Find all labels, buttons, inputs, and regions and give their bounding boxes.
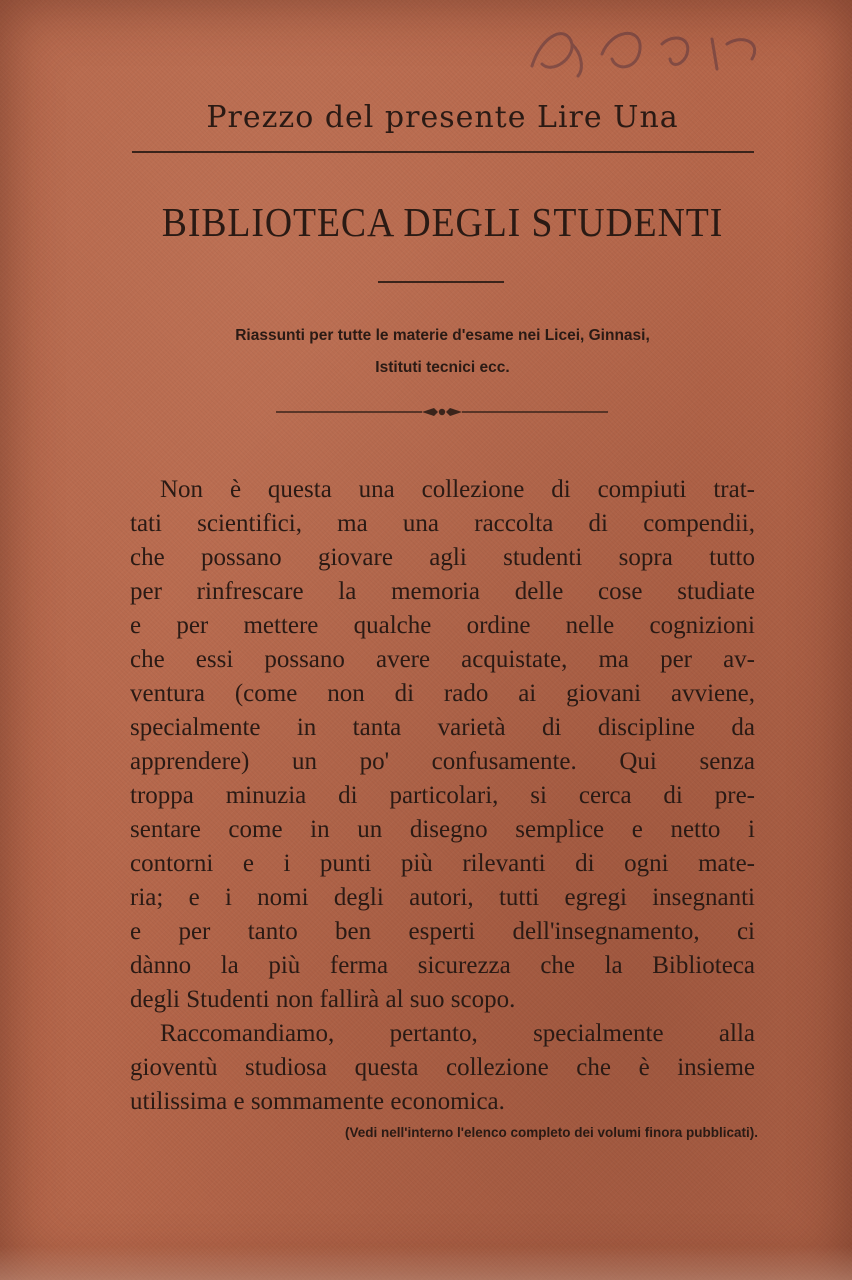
catalog-note: (Vedi nell'interno l'elenco completo dei volumi finora pubblicati).: [345, 1125, 758, 1140]
price-line: Prezzo del presente Lire Una: [206, 100, 679, 135]
subtitle-line: Riassunti per tutte le materie d'esame nei Licei, Ginnasi,: [235, 327, 650, 344]
series-title: BIBLIOTECA DEGLI STUDENTI: [161, 199, 724, 245]
body-line: contorni e i punti più rilevanti di ogni mate-: [130, 850, 755, 877]
body-line: ria; e i nomi degli autori, tutti egregi insegnanti: [130, 884, 755, 911]
body-line: specialmente in tanta varietà di discipline da: [130, 714, 755, 741]
series-description: [130, 473, 755, 1119]
body-line: troppa minuzia di particolari, si cerca di pre-: [130, 782, 755, 809]
body-line: dànno la più ferma sicurezza che la Biblioteca: [130, 952, 755, 979]
body-line: e per tanto ben esperti dell'insegnamento, ci: [130, 918, 755, 945]
handwritten-pencil-mark: [512, 14, 782, 84]
body-line: tati scientifici, ma una raccolta di compendii,: [130, 510, 755, 537]
body-line: Raccomandiamo, pertanto, specialmente alla: [160, 1020, 755, 1047]
ornamental-divider: [272, 402, 612, 422]
subtitle-line: Istituti tecnici ecc.: [375, 359, 510, 376]
body-line: che possano giovare agli studenti sopra tutto: [130, 544, 755, 571]
body-line: ventura (come non di rado ai giovani avviene,: [130, 680, 755, 707]
body-line: sentare come in un disegno semplice e netto i: [130, 816, 755, 843]
body-line: gioventù studiosa questa collezione che è insieme: [130, 1054, 755, 1081]
body-line: utilissima e sommamente economica.: [130, 1088, 505, 1115]
body-line: per rinfrescare la memoria delle cose studiate: [130, 578, 755, 605]
body-line: e per mettere qualche ordine nelle cognizioni: [130, 612, 755, 639]
series-subtitle: [130, 320, 755, 384]
worn-edge: [0, 1246, 852, 1280]
body-line: che essi possano avere acquistate, ma per av-: [130, 646, 755, 673]
body-line: degli Studenti non fallirà al suo scopo.: [130, 986, 516, 1013]
body-line: Non è questa una collezione di compiuti trat-: [160, 476, 755, 503]
top-divider: [132, 151, 754, 153]
title-divider: [378, 281, 504, 283]
body-line: apprendere) un po' confusamente. Qui senza: [130, 748, 755, 775]
